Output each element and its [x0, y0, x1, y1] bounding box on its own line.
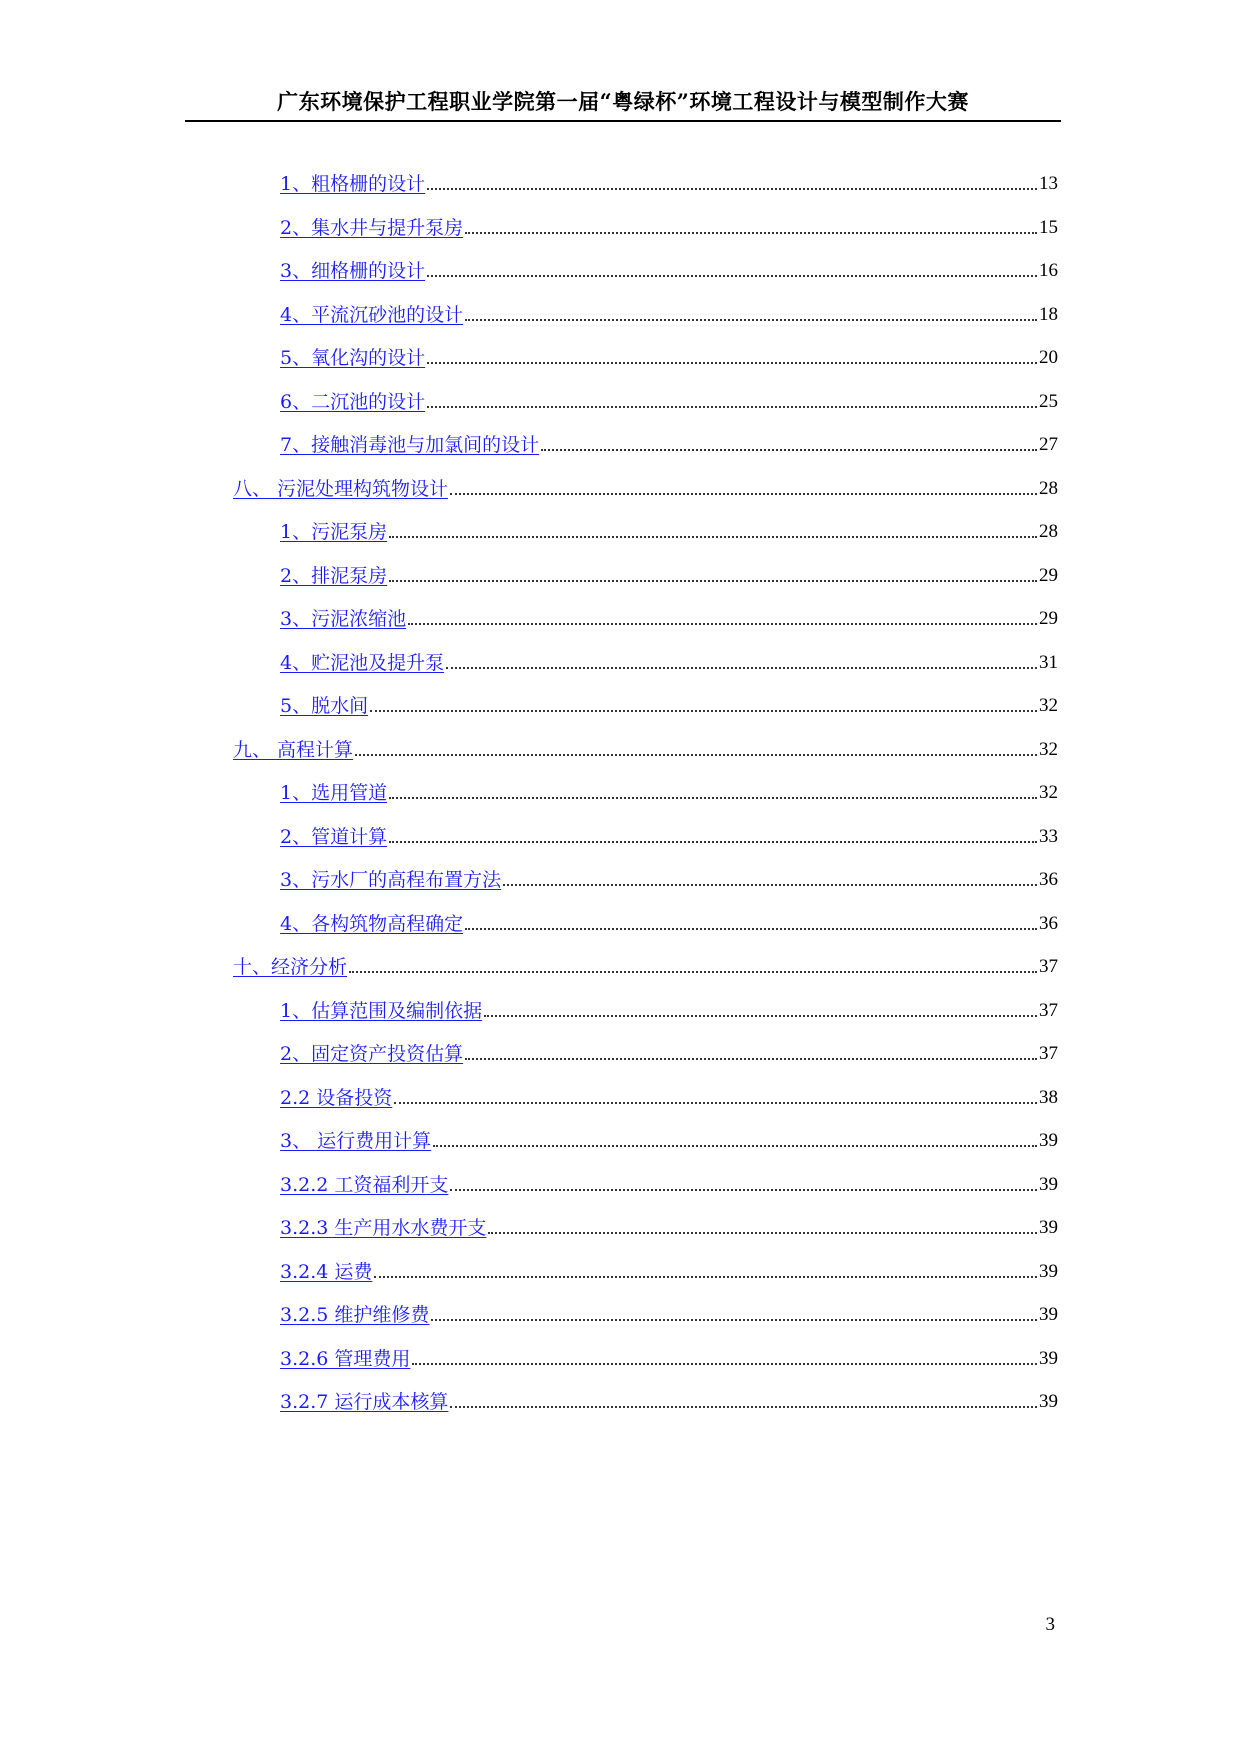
toc-entry[interactable] — [280, 1386, 1058, 1414]
toc-entry[interactable] — [233, 473, 1058, 501]
toc-leader-dots — [465, 319, 1037, 321]
toc-entry[interactable] — [280, 516, 1058, 544]
toc-leader-dots — [465, 232, 1037, 234]
toc-page-number: 38 — [1039, 1087, 1058, 1108]
toc-page-number: 29 — [1039, 565, 1058, 586]
toc-link[interactable]: 3.2.7 运行成本核算 — [280, 1391, 449, 1413]
toc-page-number: 37 — [1039, 956, 1058, 977]
toc-link[interactable]: 1、选用管道 — [280, 782, 388, 804]
toc-entry[interactable] — [280, 1343, 1058, 1371]
toc-link[interactable]: 5、脱水间 — [280, 695, 369, 717]
toc-link[interactable]: 3、细格栅的设计 — [280, 260, 426, 282]
toc-page-number: 37 — [1039, 1000, 1058, 1021]
toc-entry[interactable] — [280, 429, 1058, 457]
toc-page-number: 36 — [1039, 913, 1058, 934]
toc-page-number: 31 — [1039, 652, 1058, 673]
toc-leader-dots — [389, 580, 1037, 582]
header-title: 广东环境保护工程职业学院第一届“粤绿杯”环境工程设计与模型制作大赛 — [277, 89, 969, 114]
toc-entry[interactable] — [280, 1125, 1058, 1153]
toc-leader-dots — [389, 841, 1037, 843]
toc-entry[interactable] — [280, 995, 1058, 1023]
toc-page-number: 39 — [1039, 1261, 1058, 1282]
toc-link[interactable]: 3.2.6 管理费用 — [280, 1348, 411, 1370]
toc-leader-dots — [355, 754, 1037, 756]
toc-entry[interactable] — [280, 386, 1058, 414]
toc-leader-dots — [484, 1015, 1037, 1017]
toc-page-number: 29 — [1039, 608, 1058, 629]
toc-page-number: 36 — [1039, 869, 1058, 890]
toc-link[interactable]: 2、固定资产投资估算 — [280, 1043, 464, 1065]
toc-entry[interactable] — [233, 734, 1058, 762]
toc-leader-dots — [370, 710, 1037, 712]
toc-link[interactable]: 4、平流沉砂池的设计 — [280, 304, 464, 326]
toc-page-number: 20 — [1039, 347, 1058, 368]
toc-entry[interactable] — [280, 1038, 1058, 1066]
toc-page-number: 39 — [1039, 1174, 1058, 1195]
toc-entry[interactable] — [280, 1082, 1058, 1110]
toc-link[interactable]: 十、经济分析 — [233, 956, 348, 978]
toc-link[interactable]: 3、污水厂的高程布置方法 — [280, 869, 502, 891]
toc-entry[interactable] — [280, 647, 1058, 675]
toc-page-number: 32 — [1039, 695, 1058, 716]
toc-leader-dots — [349, 971, 1037, 973]
toc-leader-dots — [450, 1189, 1037, 1191]
toc-link[interactable]: 3.2.4 运费 — [280, 1261, 373, 1283]
toc-entry[interactable] — [280, 255, 1058, 283]
toc-page-number: 39 — [1039, 1348, 1058, 1369]
toc-leader-dots — [408, 623, 1037, 625]
toc-entry[interactable] — [280, 168, 1058, 196]
toc-entry[interactable] — [280, 690, 1058, 718]
toc-link[interactable]: 5、氧化沟的设计 — [280, 347, 426, 369]
toc-page-number: 15 — [1039, 217, 1058, 238]
toc-leader-dots — [488, 1232, 1037, 1234]
toc-entry[interactable] — [280, 1256, 1058, 1284]
toc-entry[interactable] — [280, 777, 1058, 805]
toc-leader-dots — [412, 1363, 1037, 1365]
toc-link[interactable]: 2、集水井与提升泵房 — [280, 217, 464, 239]
toc-page-number: 18 — [1039, 304, 1058, 325]
toc-leader-dots — [427, 362, 1037, 364]
toc-page-number: 37 — [1039, 1043, 1058, 1064]
toc-page-number: 39 — [1039, 1391, 1058, 1412]
toc-page-number: 32 — [1039, 782, 1058, 803]
toc-link[interactable]: 6、二沉池的设计 — [280, 391, 426, 413]
toc-page-number: 32 — [1039, 739, 1058, 760]
toc-leader-dots — [374, 1276, 1037, 1278]
toc-link[interactable]: 3、污泥浓缩池 — [280, 608, 407, 630]
toc-leader-dots — [433, 1145, 1037, 1147]
toc-entry[interactable] — [280, 603, 1058, 631]
toc-link[interactable]: 3.2.3 生产用水水费开支 — [280, 1217, 487, 1239]
toc-link[interactable]: 4、贮泥池及提升泵 — [280, 652, 445, 674]
toc-link[interactable]: 7、接触消毒池与加氯间的设计 — [280, 434, 540, 456]
toc-leader-dots — [503, 884, 1037, 886]
toc-page-number: 39 — [1039, 1217, 1058, 1238]
toc-link[interactable]: 2、管道计算 — [280, 826, 388, 848]
toc-page-number: 39 — [1039, 1304, 1058, 1325]
toc-link[interactable]: 2、排泥泵房 — [280, 565, 388, 587]
toc-page-number: 25 — [1039, 391, 1058, 412]
toc-link[interactable]: 1、粗格栅的设计 — [280, 173, 426, 195]
toc-entry[interactable] — [280, 821, 1058, 849]
toc-leader-dots — [446, 667, 1037, 669]
toc-leader-dots — [427, 188, 1037, 190]
toc-entry[interactable] — [280, 864, 1058, 892]
toc-leader-dots — [541, 449, 1037, 451]
toc-entry[interactable] — [280, 560, 1058, 588]
toc-link[interactable]: 3.2.5 维护维修费 — [280, 1304, 430, 1326]
toc-entry[interactable] — [233, 951, 1058, 979]
toc-link[interactable]: 1、污泥泵房 — [280, 521, 388, 543]
toc-entry[interactable] — [280, 908, 1058, 936]
toc-link[interactable]: 1、估算范围及编制依据 — [280, 1000, 483, 1022]
toc-leader-dots — [450, 1406, 1037, 1408]
toc-leader-dots — [427, 275, 1037, 277]
toc-page-number: 28 — [1039, 521, 1058, 542]
toc-link[interactable]: 4、各构筑物高程确定 — [280, 913, 464, 935]
toc-link[interactable]: 3、 运行费用计算 — [280, 1130, 432, 1152]
toc-entry[interactable] — [280, 1169, 1058, 1197]
toc-link[interactable]: 八、 污泥处理构筑物设计 — [233, 478, 449, 500]
toc-entry[interactable] — [280, 299, 1058, 327]
toc-page-number: 16 — [1039, 260, 1058, 281]
toc-page-number: 33 — [1039, 826, 1058, 847]
page-number: 3 — [1045, 1614, 1055, 1635]
toc-link[interactable]: 九、 高程计算 — [233, 739, 354, 761]
toc-leader-dots — [465, 1058, 1037, 1060]
toc-page-number: 27 — [1039, 434, 1058, 455]
toc-leader-dots — [427, 406, 1037, 408]
toc-page-number: 28 — [1039, 478, 1058, 499]
toc-leader-dots — [450, 493, 1037, 495]
toc-leader-dots — [389, 797, 1037, 799]
toc-leader-dots — [389, 536, 1037, 538]
toc-entry[interactable] — [280, 342, 1058, 370]
toc-entry[interactable] — [280, 1212, 1058, 1240]
toc-link[interactable]: 3.2.2 工资福利开支 — [280, 1174, 449, 1196]
toc-leader-dots — [394, 1102, 1037, 1104]
toc-leader-dots — [431, 1319, 1037, 1321]
toc-page-number: 13 — [1039, 173, 1058, 194]
toc-leader-dots — [465, 928, 1037, 930]
toc-entry[interactable] — [280, 212, 1058, 240]
toc-link[interactable]: 2.2 设备投资 — [280, 1087, 393, 1109]
toc-entry[interactable] — [280, 1299, 1058, 1327]
toc-page-number: 39 — [1039, 1130, 1058, 1151]
